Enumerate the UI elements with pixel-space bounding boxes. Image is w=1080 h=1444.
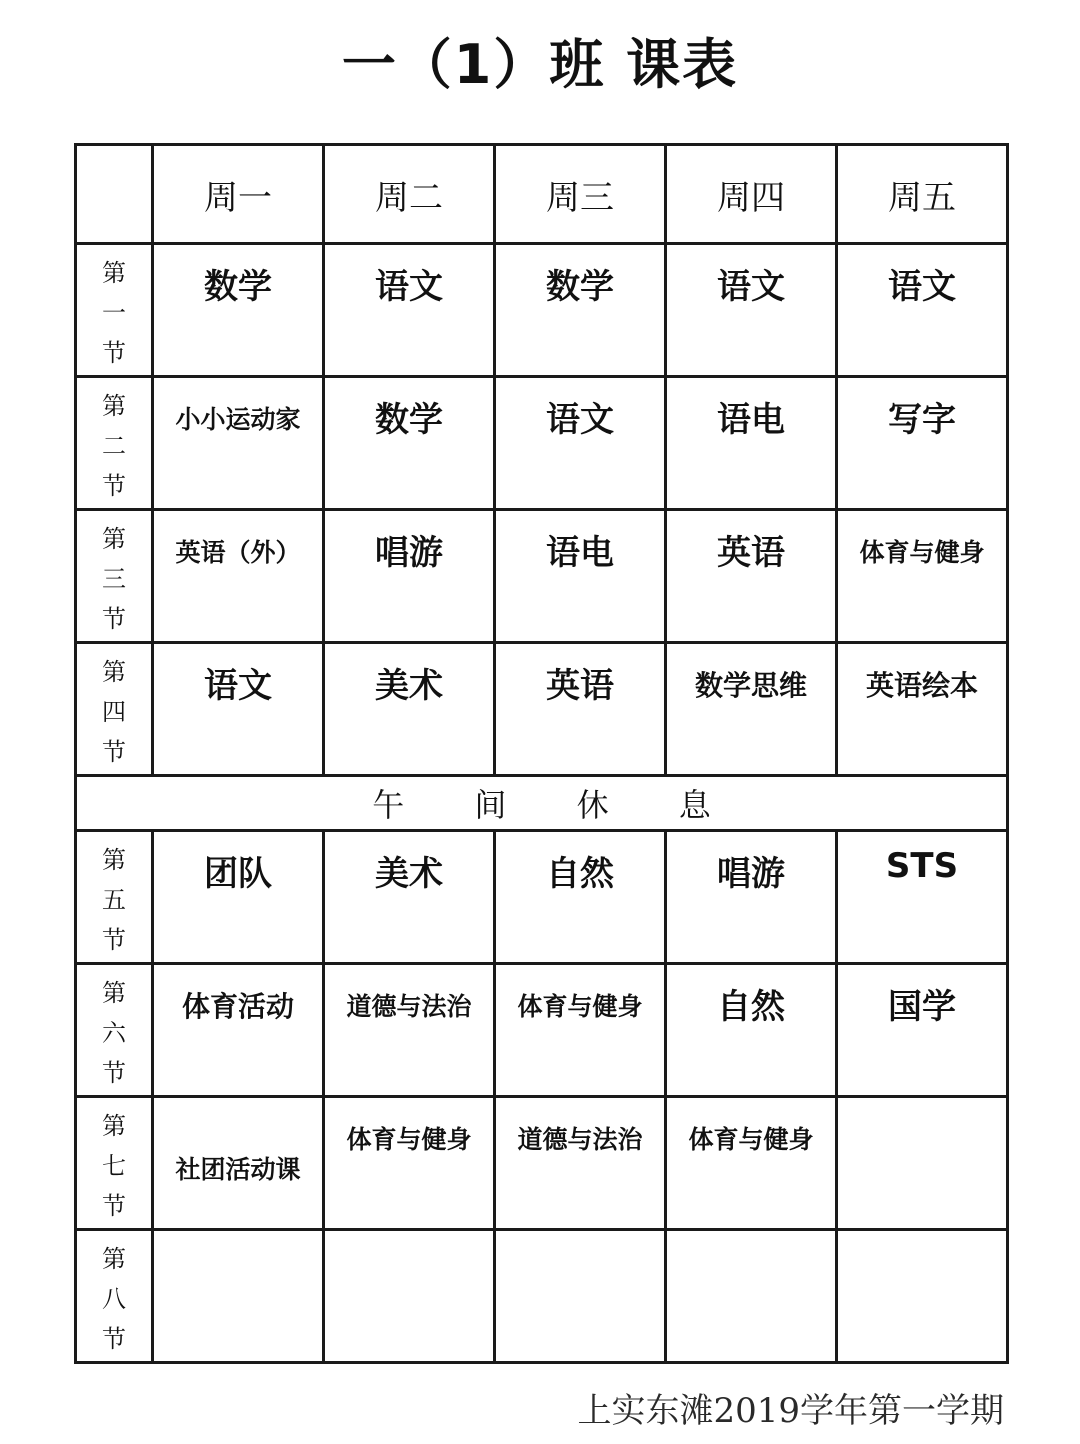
lesson-cell-wed xyxy=(495,510,666,643)
subject-name: 语文 xyxy=(375,267,443,307)
period-label-char: 节 xyxy=(102,1192,126,1220)
page-title: 一（1）班 课表 xyxy=(341,33,739,96)
period-label-char: 节 xyxy=(102,1325,126,1353)
subject-name: 美术 xyxy=(375,666,443,706)
lesson-cell-fri xyxy=(837,244,1008,377)
header-row xyxy=(76,145,1008,244)
subject-name: 体育与健身 xyxy=(346,1125,472,1154)
subject-name: 英语 xyxy=(717,533,785,573)
period-label-cell xyxy=(76,1097,153,1230)
subject-name: 数学 xyxy=(375,400,443,440)
period-label-char: 第 xyxy=(102,658,126,686)
day-header-fri: 周五 xyxy=(837,145,1008,244)
period-label xyxy=(77,1098,151,1226)
lesson-cell-tue xyxy=(324,510,495,643)
timetable xyxy=(74,143,1009,1364)
period-label-cell xyxy=(76,244,153,377)
subject-name: 语电 xyxy=(717,400,785,440)
subject-name: 自然 xyxy=(546,854,614,894)
subject-name xyxy=(325,1231,493,1245)
period-label-char: 第 xyxy=(102,1245,126,1273)
lesson-cell-mon xyxy=(153,244,324,377)
corner-cell xyxy=(76,145,153,244)
subject-name: 数学 xyxy=(546,267,614,307)
period-label-char: 第 xyxy=(102,392,126,420)
subject-name: 数学 xyxy=(204,267,272,307)
lesson-cell-mon xyxy=(153,1230,324,1363)
period-label-char: 六 xyxy=(102,1019,126,1047)
lesson-cell-wed xyxy=(495,244,666,377)
period-label-char: 节 xyxy=(102,926,126,954)
subject-name: 体育与健身 xyxy=(517,992,643,1021)
period-label xyxy=(77,1231,151,1359)
period-label-char: 节 xyxy=(102,1059,126,1087)
period-label-cell xyxy=(76,831,153,964)
lesson-cell-tue xyxy=(324,831,495,964)
period-label-char: 节 xyxy=(102,472,126,500)
subject-name: STS xyxy=(885,846,959,886)
lesson-cell-tue xyxy=(324,1097,495,1230)
period-label xyxy=(77,378,151,506)
period-label-cell xyxy=(76,964,153,1097)
period-label-char: 七 xyxy=(102,1152,126,1180)
period-label-char: 节 xyxy=(102,605,126,633)
period-label-cell xyxy=(76,1230,153,1363)
lesson-cell-fri xyxy=(837,1230,1008,1363)
subject-name: 英语（外） xyxy=(175,538,301,567)
lesson-cell-fri xyxy=(837,964,1008,1097)
subject-name: 社团活动课 xyxy=(175,1155,301,1184)
lesson-cell-thu xyxy=(666,377,837,510)
lesson-cell-wed xyxy=(495,643,666,776)
lesson-cell-mon xyxy=(153,831,324,964)
lesson-cell-thu xyxy=(666,244,837,377)
lesson-cell-wed xyxy=(495,1230,666,1363)
lunch-break-row xyxy=(76,776,1008,831)
period-row-2 xyxy=(76,377,1008,510)
period-label xyxy=(77,245,151,373)
period-label-char: 五 xyxy=(102,886,126,914)
subject-name xyxy=(838,1098,1006,1120)
period-row-4 xyxy=(76,643,1008,776)
period-row-6 xyxy=(76,964,1008,1097)
period-label-char: 三 xyxy=(102,565,126,593)
subject-name: 道德与法治 xyxy=(346,992,472,1021)
subject-name: 语文 xyxy=(888,267,956,307)
period-row-5 xyxy=(76,831,1008,964)
period-label-char: 第 xyxy=(102,979,126,1007)
period-label xyxy=(77,511,151,639)
subject-name: 语文 xyxy=(546,400,614,440)
period-label xyxy=(77,965,151,1093)
lesson-cell-thu xyxy=(666,964,837,1097)
lesson-cell-tue xyxy=(324,964,495,1097)
subject-name: 道德与法治 xyxy=(517,1125,643,1154)
subject-name: 体育与健身 xyxy=(688,1125,814,1154)
lesson-cell-mon xyxy=(153,643,324,776)
period-row-1 xyxy=(76,244,1008,377)
lesson-cell-thu xyxy=(666,510,837,643)
period-label-cell xyxy=(76,510,153,643)
period-label-char: 第 xyxy=(102,1112,126,1140)
subject-name: 写字 xyxy=(888,400,956,440)
day-header-wed: 周三 xyxy=(495,145,666,244)
lesson-cell-fri xyxy=(837,377,1008,510)
lesson-cell-wed xyxy=(495,831,666,964)
lesson-cell-wed xyxy=(495,964,666,1097)
subject-name: 国学 xyxy=(888,987,956,1027)
lesson-cell-fri xyxy=(837,831,1008,964)
period-label-char: 第 xyxy=(102,259,126,287)
lesson-cell-wed xyxy=(495,1097,666,1230)
period-label-char: 一 xyxy=(102,299,126,327)
subject-name: 美术 xyxy=(375,854,443,894)
day-header-mon: 周一 xyxy=(153,145,324,244)
subject-name: 小小运动家 xyxy=(175,405,301,434)
subject-name: 团队 xyxy=(204,854,272,894)
period-label xyxy=(77,644,151,772)
lesson-cell-thu xyxy=(666,831,837,964)
subject-name xyxy=(838,1231,1006,1245)
subject-name: 体育与健身 xyxy=(859,538,985,567)
period-label-char: 八 xyxy=(102,1285,126,1313)
lunch-break-label: 午 间 休 息 xyxy=(76,776,1008,831)
subject-name: 自然 xyxy=(717,987,785,1027)
lesson-cell-wed xyxy=(495,377,666,510)
subject-name: 数学思维 xyxy=(694,669,807,702)
subject-name: 语电 xyxy=(546,533,614,573)
subject-name: 唱游 xyxy=(375,533,443,573)
subject-name: 体育活动 xyxy=(181,990,294,1023)
semester-footer: 上实东滩2019学年第一学期 xyxy=(577,1391,1004,1431)
lesson-cell-mon xyxy=(153,377,324,510)
lesson-cell-tue xyxy=(324,643,495,776)
subject-name: 语文 xyxy=(204,666,272,706)
subject-name: 英语绘本 xyxy=(865,669,978,702)
day-header-tue: 周二 xyxy=(324,145,495,244)
period-label-cell xyxy=(76,643,153,776)
period-label-char: 第 xyxy=(102,525,126,553)
lesson-cell-tue xyxy=(324,1230,495,1363)
lesson-cell-thu xyxy=(666,1230,837,1363)
day-header-thu: 周四 xyxy=(666,145,837,244)
period-label-char: 四 xyxy=(102,698,126,726)
lesson-cell-thu xyxy=(666,1097,837,1230)
period-label-cell xyxy=(76,377,153,510)
lesson-cell-tue xyxy=(324,377,495,510)
period-row-8 xyxy=(76,1230,1008,1363)
lesson-cell-tue xyxy=(324,244,495,377)
subject-name xyxy=(154,1231,322,1245)
subject-name: 英语 xyxy=(546,666,614,706)
subject-name: 唱游 xyxy=(717,854,785,894)
period-row-7 xyxy=(76,1097,1008,1230)
subject-name xyxy=(496,1231,664,1245)
period-row-3 xyxy=(76,510,1008,643)
lesson-cell-fri xyxy=(837,643,1008,776)
lesson-cell-thu xyxy=(666,643,837,776)
period-label-char: 二 xyxy=(102,432,126,460)
subject-name xyxy=(667,1231,835,1245)
period-label xyxy=(77,832,151,960)
lesson-cell-fri xyxy=(837,510,1008,643)
period-label-char: 节 xyxy=(102,738,126,766)
lesson-cell-fri xyxy=(837,1097,1008,1230)
lesson-cell-mon xyxy=(153,964,324,1097)
period-label-char: 节 xyxy=(102,339,126,367)
lesson-cell-mon xyxy=(153,1097,324,1230)
period-label-char: 第 xyxy=(102,846,126,874)
subject-name: 语文 xyxy=(717,267,785,307)
lesson-cell-mon xyxy=(153,510,324,643)
